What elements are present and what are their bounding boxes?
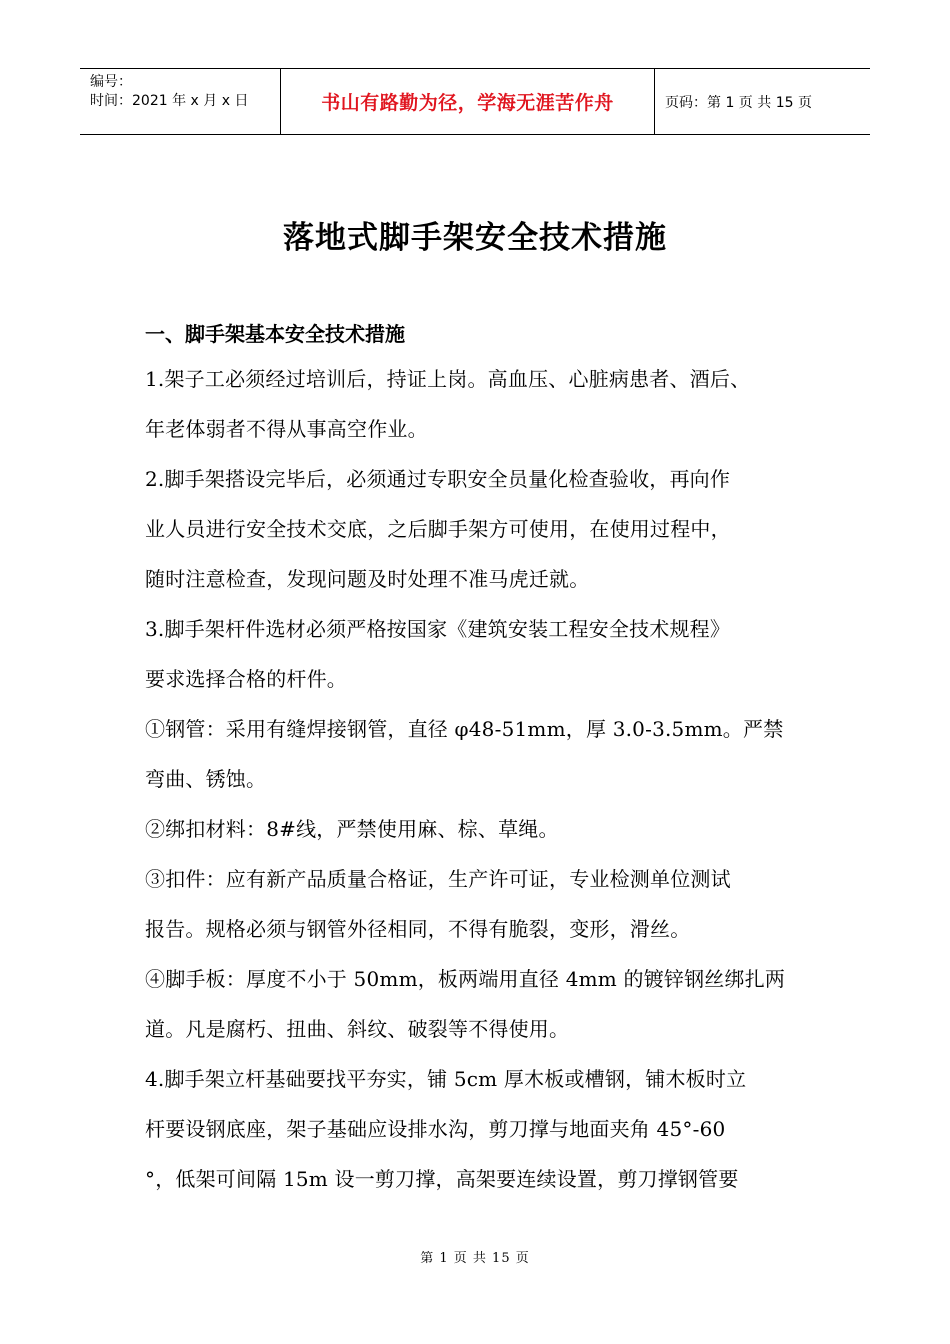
document-title: 落地式脚手架安全技术措施 [283,220,667,256]
body-line: 随时注意检查，发现问题及时处理不准马虎迁就。 [145,567,590,591]
body-line: 业人员进行安全技术交底，之后脚手架方可使用，在使用过程中， [145,517,731,541]
paragraph-lines [145,354,810,1204]
body-line: ②绑扣材料：8#线，严禁使用麻、棕、草绳。 [145,817,559,841]
body-line: 1.架子工必须经过培训后，持证上岗。高血压、心脏病患者、酒后、 [145,367,751,391]
body-line: 要求选择合格的杆件。 [145,667,347,691]
body-line: 2.脚手架搭设完毕后，必须通过专职安全员量化检查验收，再向作 [145,467,731,491]
body-line: 4.脚手架立杆基础要找平夯实，铺 5cm 厚木板或槽钢，铺木板时立 [145,1067,747,1091]
header-meta [80,69,281,134]
section-heading: 一、脚手架基本安全技术措施 [145,322,405,346]
body-line: ④脚手板：厚度不小于 50mm，板两端用直径 4mm 的镀锌钢丝绑扎两 [145,967,786,991]
body-line: 道。凡是腐朽、扭曲、斜纹、破裂等不得使用。 [145,1017,570,1041]
page-header [80,68,870,135]
body-line: 3.脚手架杆件选材必须严格按国家《建筑安装工程安全技术规程》 [145,617,731,641]
time-label: 时间：2021 年 x 月 x 日 [90,93,249,109]
body-line: ③扣件：应有新产品质量合格证，生产许可证，专业检测单位测试 [145,867,731,891]
body-line: 杆要设钢底座，架子基础应设排水沟，剪刀撑与地面夹角 45°-60 [145,1117,726,1141]
document-body [145,314,810,1204]
header-page-info: 页码：第 1 页 共 15 页 [665,94,812,111]
body-line: °，低架可间隔 15m 设一剪刀撑，高架要连续设置，剪刀撑钢管要 [145,1167,739,1191]
number-label: 编号： [90,74,132,90]
body-line: 弯曲、锈蚀。 [145,767,267,791]
body-line: ①钢管：采用有缝焊接钢管，直径 φ48-51mm，厚 3.0-3.5mm。严禁 [145,717,784,741]
body-line: 年老体弱者不得从事高空作业。 [145,417,428,441]
header-motto: 书山有路勤为径，学海无涯苦作舟 [281,69,655,134]
page-footer: 第 1 页 共 15 页 [420,1251,530,1266]
body-line: 报告。规格必须与钢管外径相同，不得有脆裂，变形，滑丝。 [145,917,691,941]
